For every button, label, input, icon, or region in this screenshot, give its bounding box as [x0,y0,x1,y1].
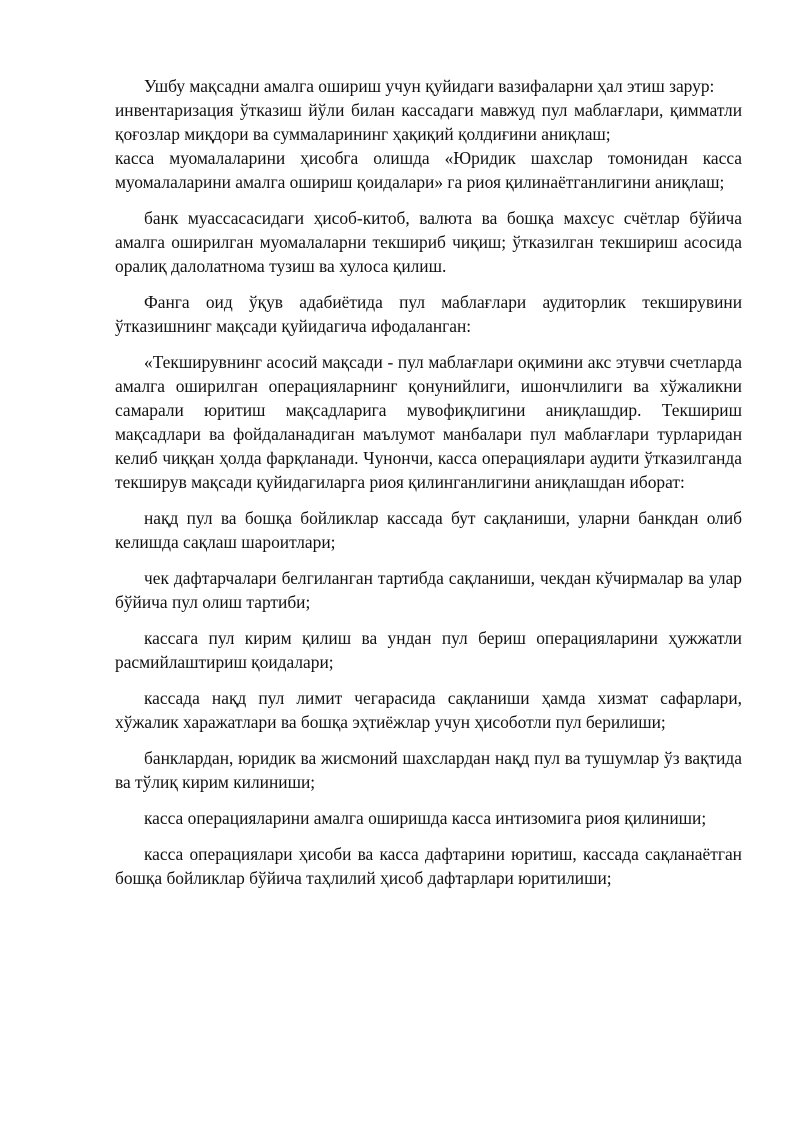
task-inventory: инвентаризация ўтказиш йўли билан кассадаги мавжуд пул маблағлари, қимматли қоғозлар миқдори ва суммаларининг ҳақиқий қолдиғини аниқлаш; [115,100,742,144]
list-item: касса операцияларини амалга оширишда касса интизомига риоя қилиниши; [144,808,707,828]
list-item: кассага пул кирим қилиш ва ундан пул бериш операцияларини ҳужжатли расмийлаштириш қоидалари; [115,628,742,672]
list-item: кассада нақд пул лимит чегарасида сақланиши ҳамда хизмат сафарлари, хўжалик харажатлари ва бошқа эҳтиёжлар учун ҳисоботли пул берилиши; [115,688,742,732]
list-item: касса операциялари ҳисоби ва касса дафтарини юритиш, кассада сақланаётган бошқа бойликлар бўйича таҳлилий ҳисоб дафтарлари юритилиши; [115,844,742,888]
list-item: нақд пул ва бошқа бойликлар кассада бут сақланиши, уларни банкдан олиб келишда сақлаш шароитлари; [115,508,742,552]
intro-paragraph: Ушбу мақсадни амалга ошириш учун қуйидаги вазифаларни ҳал этиш зарур: [144,76,715,96]
document-page [115,74,742,902]
audit-purpose-quote: «Текширувнинг асосий мақсади - пул маблағлари оқимини акс этувчи счетларда амалга оширилган операцияларнинг қонунийлиги, ишончлилиги ва хўжаликни самарали юритиш мақсадларига мувофиқлигини аниқлашдир. Текшириш мақсадлари ва фойдаланадиган маълумот манбалари пул маблағлари турларидан келиб чиққан ҳолда фарқланади. Чунончи, касса операциялари аудити ўтказилганда текширув мақсади қуйидагиларга риоя қилинганлигини аниқлашдан иборат: [115,352,742,492]
task-cash-rules: касса муомалаларини ҳисобга олишда «Юридик шахслар томонидан касса муомалаларини амалга ошириш қоидалари» га риоя қилинаётганлигини аниқлаш; [115,148,742,192]
intro-block [115,74,742,194]
textbook-definition: Фанга оид ўқув адабиётида пул маблағлари аудиторлик текширувини ўтказишнинг мақсади қуйидагича ифодаланган: [115,292,742,336]
task-bank-accounts: банк муассасасидаги ҳисоб-китоб, валюта ва бошқа махсус счётлар бўйича амалга оширилган муомалаларни текшириб чиқиш; ўтказилган текшириш асосида оралиқ далолатнома тузиш ва хулоса қилиш. [115,208,742,276]
list-item: банклардан, юридик ва жисмоний шахслардан нақд пул ва тушумлар ўз вақтида ва тўлиқ кирим килиниши; [115,748,742,792]
list-item: чек дафтарчалари белгиланган тартибда сақланиши, чекдан кўчирмалар ва улар бўйича пул олиш тартиби; [115,568,742,612]
